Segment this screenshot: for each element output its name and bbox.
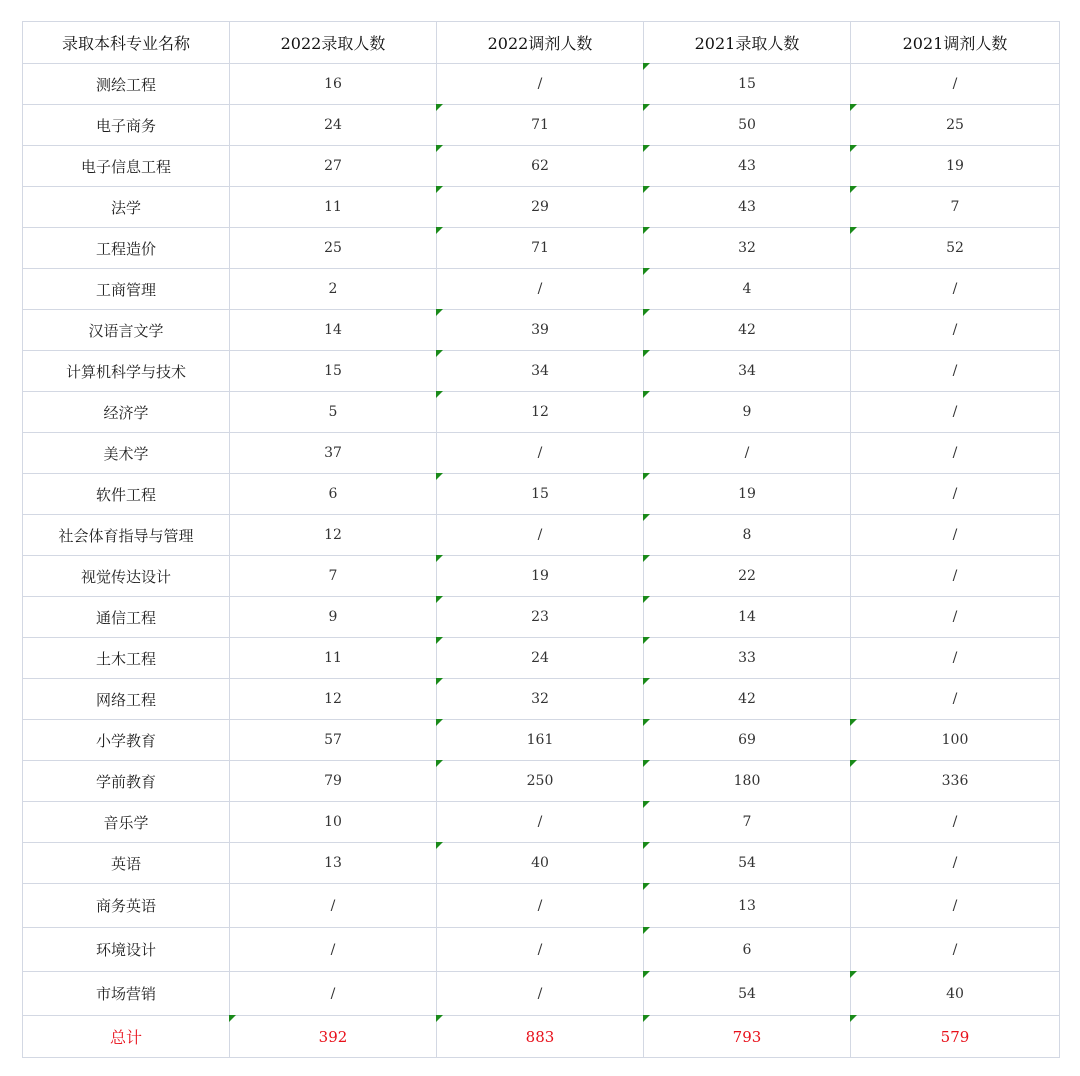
value-cell: / (437, 433, 644, 474)
major-name-cell: 通信工程 (23, 597, 230, 638)
value-cell: 100 (851, 720, 1060, 761)
value-cell: / (851, 802, 1060, 843)
value-cell: / (851, 556, 1060, 597)
table-row (23, 638, 1060, 679)
value-cell: 5 (230, 392, 437, 433)
value-cell: 32 (644, 228, 851, 269)
value-cell: 22 (644, 556, 851, 597)
value-cell: 4 (644, 269, 851, 310)
major-name-cell: 电子商务 (23, 105, 230, 146)
value-cell: 42 (644, 310, 851, 351)
total-value-cell: 392 (230, 1016, 437, 1058)
table-row (23, 392, 1060, 433)
value-cell: 11 (230, 187, 437, 228)
major-name-cell: 环境设计 (23, 928, 230, 972)
table-row (23, 928, 1060, 972)
value-cell: / (230, 884, 437, 928)
major-name-cell: 网络工程 (23, 679, 230, 720)
table-row (23, 515, 1060, 556)
value-cell: 50 (644, 105, 851, 146)
value-cell: / (437, 972, 644, 1016)
value-cell: 33 (644, 638, 851, 679)
value-cell: 15 (437, 474, 644, 515)
value-cell: 9 (644, 392, 851, 433)
value-cell: 32 (437, 679, 644, 720)
value-cell: 19 (851, 146, 1060, 187)
value-cell: / (851, 310, 1060, 351)
value-cell: / (851, 638, 1060, 679)
value-cell: 9 (230, 597, 437, 638)
value-cell: / (230, 972, 437, 1016)
value-cell: / (851, 884, 1060, 928)
table-row (23, 884, 1060, 928)
value-cell: 25 (851, 105, 1060, 146)
value-cell: / (851, 515, 1060, 556)
header-cell-2021-admitted: 2021录取人数 (644, 22, 851, 64)
major-name-cell: 汉语言文学 (23, 310, 230, 351)
value-cell: 16 (230, 64, 437, 105)
major-name-cell: 英语 (23, 843, 230, 884)
table-row (23, 843, 1060, 884)
value-cell: 34 (644, 351, 851, 392)
header-cell-2022-adjusted: 2022调剂人数 (437, 22, 644, 64)
value-cell: 14 (644, 597, 851, 638)
total-value-cell: 579 (851, 1016, 1060, 1058)
major-name-cell: 社会体育指导与管理 (23, 515, 230, 556)
major-name-cell: 法学 (23, 187, 230, 228)
value-cell: 336 (851, 761, 1060, 802)
value-cell: / (851, 433, 1060, 474)
value-cell: / (851, 269, 1060, 310)
value-cell: 19 (437, 556, 644, 597)
value-cell: 15 (644, 64, 851, 105)
value-cell: 14 (230, 310, 437, 351)
value-cell: 29 (437, 187, 644, 228)
value-cell: 10 (230, 802, 437, 843)
value-cell: 54 (644, 843, 851, 884)
value-cell: / (437, 269, 644, 310)
table-row (23, 597, 1060, 638)
value-cell: 40 (437, 843, 644, 884)
value-cell: 40 (851, 972, 1060, 1016)
table-row (23, 679, 1060, 720)
table-row (23, 228, 1060, 269)
value-cell: 2 (230, 269, 437, 310)
major-name-cell: 电子信息工程 (23, 146, 230, 187)
value-cell: / (851, 679, 1060, 720)
table-row (23, 474, 1060, 515)
value-cell: / (230, 928, 437, 972)
value-cell: 161 (437, 720, 644, 761)
value-cell: 27 (230, 146, 437, 187)
major-name-cell: 计算机科学与技术 (23, 351, 230, 392)
value-cell: 6 (230, 474, 437, 515)
value-cell: 57 (230, 720, 437, 761)
table-row (23, 720, 1060, 761)
value-cell: 19 (644, 474, 851, 515)
value-cell: 250 (437, 761, 644, 802)
total-label-cell: 总计 (23, 1016, 230, 1058)
value-cell: 7 (230, 556, 437, 597)
value-cell: 43 (644, 146, 851, 187)
value-cell: / (437, 802, 644, 843)
value-cell: / (437, 515, 644, 556)
total-value-cell: 793 (644, 1016, 851, 1058)
table-row (23, 64, 1060, 105)
value-cell: 71 (437, 228, 644, 269)
major-name-cell: 商务英语 (23, 884, 230, 928)
table-row (23, 105, 1060, 146)
major-name-cell: 土木工程 (23, 638, 230, 679)
value-cell: 24 (437, 638, 644, 679)
value-cell: 15 (230, 351, 437, 392)
value-cell: 39 (437, 310, 644, 351)
value-cell: 6 (644, 928, 851, 972)
value-cell: / (644, 433, 851, 474)
major-name-cell: 学前教育 (23, 761, 230, 802)
value-cell: 62 (437, 146, 644, 187)
value-cell: 12 (437, 392, 644, 433)
value-cell: / (851, 843, 1060, 884)
value-cell: / (851, 928, 1060, 972)
value-cell: 79 (230, 761, 437, 802)
major-name-cell: 小学教育 (23, 720, 230, 761)
table-row (23, 802, 1060, 843)
value-cell: 180 (644, 761, 851, 802)
table-row (23, 351, 1060, 392)
value-cell: 7 (644, 802, 851, 843)
value-cell: 69 (644, 720, 851, 761)
value-cell: / (437, 64, 644, 105)
major-name-cell: 经济学 (23, 392, 230, 433)
value-cell: / (851, 474, 1060, 515)
admissions-table (22, 21, 1060, 1058)
value-cell: 52 (851, 228, 1060, 269)
table-header-row (23, 22, 1060, 64)
value-cell: / (851, 351, 1060, 392)
table-row (23, 761, 1060, 802)
total-value-cell: 883 (437, 1016, 644, 1058)
value-cell: / (437, 928, 644, 972)
major-name-cell: 测绘工程 (23, 64, 230, 105)
value-cell: 11 (230, 638, 437, 679)
table-row (23, 556, 1060, 597)
major-name-cell: 美术学 (23, 433, 230, 474)
value-cell: 54 (644, 972, 851, 1016)
value-cell: 12 (230, 679, 437, 720)
value-cell: 37 (230, 433, 437, 474)
header-cell-2021-adjusted: 2021调剂人数 (851, 22, 1060, 64)
major-name-cell: 视觉传达设计 (23, 556, 230, 597)
value-cell: 24 (230, 105, 437, 146)
value-cell: 25 (230, 228, 437, 269)
value-cell: 12 (230, 515, 437, 556)
value-cell: 71 (437, 105, 644, 146)
header-cell-major: 录取本科专业名称 (23, 22, 230, 64)
table-row (23, 433, 1060, 474)
value-cell: 23 (437, 597, 644, 638)
value-cell: / (851, 64, 1060, 105)
table-row (23, 269, 1060, 310)
major-name-cell: 工程造价 (23, 228, 230, 269)
total-row (23, 1016, 1060, 1058)
table-row (23, 146, 1060, 187)
value-cell: 13 (644, 884, 851, 928)
value-cell: 8 (644, 515, 851, 556)
value-cell: 34 (437, 351, 644, 392)
major-name-cell: 市场营销 (23, 972, 230, 1016)
table-row (23, 310, 1060, 351)
value-cell: 43 (644, 187, 851, 228)
header-cell-2022-admitted: 2022录取人数 (230, 22, 437, 64)
table-row (23, 972, 1060, 1016)
table-row (23, 187, 1060, 228)
value-cell: 7 (851, 187, 1060, 228)
value-cell: / (851, 597, 1060, 638)
major-name-cell: 软件工程 (23, 474, 230, 515)
major-name-cell: 工商管理 (23, 269, 230, 310)
value-cell: 42 (644, 679, 851, 720)
value-cell: 13 (230, 843, 437, 884)
value-cell: / (851, 392, 1060, 433)
value-cell: / (437, 884, 644, 928)
major-name-cell: 音乐学 (23, 802, 230, 843)
